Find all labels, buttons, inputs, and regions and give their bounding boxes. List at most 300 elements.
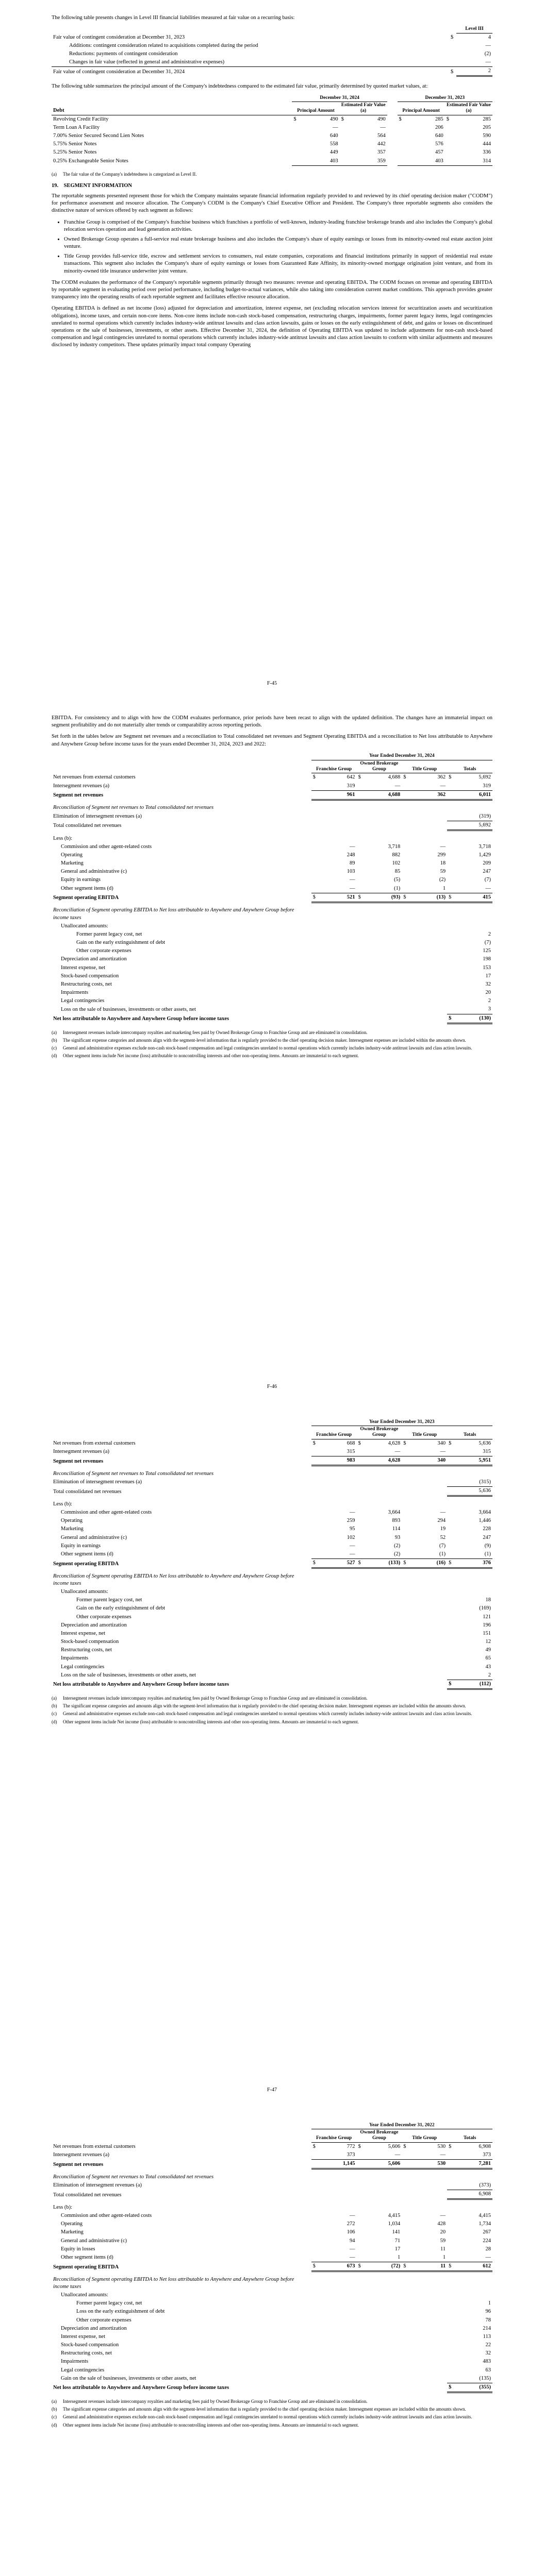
row-value: 373 — [454, 2151, 492, 2160]
spacer — [311, 939, 447, 947]
spacer — [311, 1005, 447, 1014]
unallocated-heading — [52, 2291, 492, 2299]
row-currency — [311, 851, 318, 859]
unallocated-row — [52, 1604, 492, 1613]
elimination-row — [52, 2181, 492, 2190]
row-currency — [447, 2190, 454, 2199]
bullet-franchise: • Franchise Group is comprised of the Company's franchise business which franchises a portfolio of well-known, industry-leading franchise brokerage brands and also includes the Company's global relocation services operation and lead generation activities. — [64, 219, 492, 233]
row-value — [454, 835, 492, 843]
debt-col-label: Debt — [52, 101, 292, 115]
spacer — [311, 2375, 447, 2383]
spacer — [52, 1466, 492, 1470]
debt-cell-c2 — [340, 140, 348, 148]
row-value: 22 — [485, 2342, 491, 2348]
footnote-mark: (d) — [52, 2422, 57, 2428]
row-value: 2 — [488, 998, 491, 1004]
level3-row-cur — [449, 50, 456, 58]
row-currency — [402, 2245, 408, 2253]
level3-row-label: Fair value of contingent consideration at December 31, 2023 — [53, 34, 185, 40]
row-value: 3 — [454, 1005, 492, 1014]
row-currency — [447, 1005, 454, 1014]
row-currency — [447, 2316, 454, 2325]
row-value: 65 — [485, 1655, 491, 1662]
row-currency — [311, 1550, 318, 1559]
level3-row-value: 4 — [488, 34, 491, 40]
footnote-text: Other segment items include Net income (loss) attributable to noncontrolling interests and other non-operating items. Amounts are immaterial to each segment. — [63, 1719, 359, 1724]
debt-row-label: Term Loan A Facility — [53, 124, 100, 130]
blank-row — [52, 2272, 492, 2276]
col-principal-2024: Principal Amount — [292, 101, 339, 115]
spacer — [311, 989, 447, 997]
row-currency — [311, 2228, 318, 2236]
row-value: 12 — [485, 1639, 491, 1645]
bullet-owned: • Owned Brokerage Group operates a full-service real estate brokerage business and also includes the Company's share of equity earnings or losses from its minority-owned real estate auction joint venture. — [64, 236, 492, 250]
total-revenues-row — [52, 1487, 492, 1496]
debt-row-label: 5.75% Senior Notes — [53, 141, 97, 147]
column-header-owned: Owned Brokerage Group — [356, 760, 402, 773]
row-currency — [356, 1448, 363, 1456]
page-number: F-45 — [267, 680, 277, 686]
tables-intro: Set forth in the tables below are Segment net revenues and a reconciliation to Total consolidated net revenues and Segment Operating EBITDA and a reconciliation to Net loss attributable to Anywhere and Anywhere Group before income taxes for the years ended December 31, 2024, 2023 and 2022: — [52, 734, 492, 747]
footnote — [52, 1045, 492, 1051]
row-value: 78 — [485, 2317, 491, 2323]
segment-table-2024 — [52, 752, 492, 1059]
intersegment-row — [52, 782, 492, 791]
spacer — [311, 1646, 447, 1654]
row-currency — [447, 2212, 454, 2220]
footnote-text: Intersegment revenues include intercompany royalties and marketing fees paid by Owned Brokerage Group to Franchise Group and are eliminated in consolidation. — [63, 1029, 368, 1035]
row-value: 4,628 — [388, 1440, 401, 1446]
debt-cell-f24: — — [380, 124, 386, 130]
row-label: Commission and other agent-related costs — [61, 1509, 152, 1515]
row-value — [454, 1500, 492, 1509]
row-currency: $ — [311, 1559, 318, 1568]
row-currency: $ — [449, 774, 452, 781]
row-label: Segment net revenues — [53, 1458, 104, 1464]
row-value: 1,145 — [318, 2160, 356, 2169]
spacer — [52, 2129, 311, 2143]
segment-para-1: The reportable segments presented represent those for which the Company maintains separate financial information regularly provided to and reviewed by its chief operating decision maker ("CODM") for performance assessment and resource allocation. The Company's CODM is the Company's Chief Executive Officer and President. The Company's three reportable segments also considers the distinctive nature of services offered by each segment as follows: — [52, 193, 492, 214]
footnote — [52, 2422, 492, 2428]
row-label: Loss on the sale of businesses, investments or other assets, net — [61, 1672, 196, 1679]
row-value: 299 — [437, 852, 446, 858]
spacer — [311, 2341, 447, 2349]
row-value: 5,636 — [479, 1440, 491, 1446]
spacer — [311, 2325, 447, 2333]
row-currency — [447, 2181, 454, 2190]
row-currency — [311, 1517, 318, 1525]
row-value: 4,415 — [479, 2212, 491, 2218]
unallocated-row — [52, 1613, 492, 1621]
row-currency — [311, 2237, 318, 2245]
row-currency — [447, 2253, 454, 2262]
row-value: 1 — [364, 2253, 402, 2262]
column-header-franchise: Franchise Group — [311, 1426, 357, 1439]
row-currency — [356, 2212, 363, 2220]
footnote — [52, 2398, 492, 2404]
row-value: (2) — [439, 877, 446, 883]
row-label: Other segment items (d) — [61, 2255, 113, 2261]
row-value: — — [409, 1448, 447, 1456]
row-label: Impairments — [61, 2359, 89, 2365]
debt-cell-p23: 403 — [405, 157, 444, 166]
row-value: 2 — [454, 1671, 492, 1680]
row-currency — [447, 1671, 454, 1680]
row-currency — [447, 906, 454, 922]
row-label: Net loss attributable to Anywhere and Anywhere Group before income taxes — [53, 2385, 229, 2391]
row-value: 96 — [485, 2309, 491, 2315]
row-currency — [447, 2220, 454, 2228]
row-currency — [356, 1509, 363, 1517]
footnote — [52, 1695, 492, 1701]
row-currency — [402, 859, 408, 868]
row-currency — [447, 2228, 454, 2236]
row-currency — [311, 868, 318, 876]
row-value — [454, 1470, 492, 1478]
debt-cell-c4 — [445, 157, 453, 166]
row-value: (130) — [454, 1014, 492, 1023]
debt-cell-p23: 457 — [435, 149, 443, 156]
segment-ebitda-row — [52, 2262, 492, 2272]
unallocated-row — [52, 947, 492, 955]
row-value — [454, 804, 492, 812]
row-value: 772 — [347, 2143, 355, 2149]
row-label: Stock-based compensation — [61, 973, 119, 979]
row-value: 63 — [485, 2367, 491, 2373]
total-revenues-row — [52, 821, 492, 830]
section-title: SEGMENT INFORMATION — [63, 182, 132, 189]
level3-intro: The following table presents changes in Level III financial liabilities measured at fair value on a recurring basis: — [52, 15, 295, 21]
row-currency — [447, 2349, 454, 2358]
debt-row-label: 5.25% Senior Notes — [53, 149, 97, 156]
row-currency — [447, 2325, 454, 2333]
row-currency — [311, 1534, 318, 1542]
debt-cell-f24: 357 — [377, 149, 386, 156]
row-value: 18 — [440, 860, 446, 867]
spacer — [311, 1621, 447, 1630]
debt-row-label: 0.25% Exchangeable Senior Notes — [53, 158, 128, 164]
row-currency — [447, 2151, 454, 2160]
row-label: Legal contingencies — [61, 998, 105, 1004]
spacer — [311, 1500, 447, 1509]
row-currency — [356, 2245, 363, 2253]
column-header-totals: Totals — [447, 2129, 492, 2143]
row-value: 20 — [485, 990, 491, 996]
row-value: (9) — [484, 1543, 491, 1549]
unallocated-row — [52, 2333, 492, 2341]
unallocated-row — [52, 1671, 492, 1680]
bullet-title: • Title Group provides full-service title, escrow and settlement services to consumers, real estate companies, corporations and financial institutions primarily in support of residential real estate transactions. This segment also includes the Company's share of equity earnings or losses from Guaranteed Rate Affinity, its minority-owned mortgage origination joint venture, and from its minority-owned title insurance underwriter joint venture. — [64, 253, 492, 275]
row-value: 20 — [440, 2229, 446, 2235]
footnote-mark: (b) — [52, 1037, 57, 1043]
spacer — [52, 2199, 492, 2204]
row-value: 1,429 — [479, 852, 491, 858]
row-label: Intersegment revenues (a) — [53, 1449, 110, 1455]
unallocated-row — [52, 2299, 492, 2308]
page-f45 — [0, 0, 544, 703]
row-label: Equity in earnings — [61, 877, 101, 883]
spacer — [311, 930, 447, 939]
debt-row — [52, 148, 492, 157]
spacer — [311, 906, 447, 922]
row-value: 6,011 — [454, 790, 492, 800]
unallocated-row — [52, 972, 492, 980]
row-label: Less (b): — [53, 835, 73, 841]
row-label: Loss on the sale of businesses, investments or other assets, net — [61, 1006, 196, 1012]
row-currency — [447, 1613, 454, 1621]
debt-cell-p24: 640 — [329, 133, 338, 139]
column-header-title: Title Group — [402, 760, 447, 773]
row-value: 59 — [440, 869, 446, 875]
footnote-text: Other segment items include Net income (loss) attributable to noncontrolling interests and other non-operating items. Amounts are immaterial to each segment. — [63, 2422, 359, 2428]
footnote — [52, 2414, 492, 2420]
row-currency — [447, 851, 454, 859]
unallocated-row — [52, 2349, 492, 2358]
row-currency — [402, 2220, 408, 2228]
row-label: Gain on the sale of businesses, investments or other assets, net — [61, 2376, 196, 2382]
debt-cell-c4 — [445, 124, 453, 132]
row-currency: $ — [403, 2143, 406, 2149]
row-currency: $ — [447, 2262, 454, 2272]
row-value: 428 — [437, 2221, 446, 2227]
row-currency — [447, 2160, 454, 2169]
col-fair-2023: Estimated Fair Value (a) — [445, 101, 492, 115]
row-currency: $ — [402, 2262, 408, 2272]
footnote — [52, 1703, 492, 1709]
spacer — [311, 1470, 447, 1478]
row-label: Other corporate expenses — [76, 1614, 131, 1620]
elimination-row — [52, 812, 492, 821]
row-currency: $ — [449, 2143, 452, 2149]
unallocated-row — [52, 1654, 492, 1663]
row-currency — [447, 859, 454, 868]
spacer — [311, 1588, 447, 1596]
row-value: 18 — [485, 1597, 491, 1603]
debt-cell-c1 — [292, 148, 300, 157]
row-currency — [402, 1517, 408, 1525]
row-currency — [402, 1456, 408, 1466]
debt-cell-f23: 285 — [483, 116, 491, 122]
spacer — [311, 1630, 447, 1638]
row-label: Net revenues from external customers — [53, 1440, 136, 1446]
debt-footnote-text: The fair value of the Company's indebtedness is categorized as Level II. — [63, 171, 197, 177]
row-currency — [402, 782, 408, 791]
row-currency — [447, 843, 454, 851]
row-label: Impairments — [61, 1655, 89, 1662]
segment-ebitda-row — [52, 893, 492, 902]
footnote — [52, 2406, 492, 2412]
unallocated-row — [52, 989, 492, 997]
unallocated-row — [52, 1621, 492, 1630]
column-header-title: Title Group — [402, 2129, 447, 2143]
row-label: Gain on the early extinguishment of debt — [76, 940, 166, 946]
row-currency — [356, 1542, 363, 1550]
footnote-text: General and administrative expenses exclude non-cash stock-based compensation and legal contingencies unrelated to normal operations which currently includes industry-wide antitrust lawsuits and class action lawsuits. — [63, 1711, 472, 1717]
row-value: 1 — [409, 2253, 447, 2262]
debt-cell-f24: 359 — [348, 157, 387, 166]
row-value: 530 — [409, 2160, 447, 2169]
debt-row — [52, 157, 492, 166]
row-value: 247 — [483, 869, 491, 875]
spacer — [52, 752, 311, 760]
level3-table — [52, 26, 492, 77]
unallocated-heading — [52, 922, 492, 930]
row-label: Interest expense, net — [61, 1630, 106, 1636]
debt-row — [52, 140, 492, 148]
row-value: 267 — [483, 2229, 491, 2235]
row-value: 103 — [347, 869, 355, 875]
footnote-mark: (c) — [52, 1711, 57, 1717]
row-currency — [402, 790, 408, 800]
row-value: 94 — [349, 2238, 355, 2244]
cost-row — [52, 885, 492, 893]
level3-row-value: — — [456, 58, 492, 67]
level3-row — [52, 58, 492, 67]
row-value: 247 — [483, 1534, 491, 1540]
row-currency: $ — [311, 893, 318, 902]
debt-row — [52, 132, 492, 140]
debt-cell-c3: $ — [399, 116, 402, 122]
spacer — [311, 947, 447, 955]
debt-cell-c4 — [445, 132, 453, 140]
row-label: Less (b): — [53, 2204, 73, 2210]
row-value: 52 — [440, 1534, 446, 1540]
row-value: 362 — [409, 790, 447, 800]
header-row — [52, 2129, 492, 2143]
section-number: 19. — [52, 182, 59, 189]
unallocated-row — [52, 1005, 492, 1014]
row-label: Net revenues from external customers — [53, 774, 136, 781]
row-label: Segment operating EBITDA — [53, 2264, 119, 2270]
row-currency — [402, 2151, 408, 2160]
footnote-text: Intersegment revenues include intercompany royalties and marketing fees paid by Owned Brokerage Group to Franchise Group and are eliminated in consolidation. — [63, 1696, 368, 1701]
row-value: 319 — [318, 782, 356, 791]
row-label: Less (b): — [53, 1501, 73, 1507]
row-value: 294 — [437, 1518, 446, 1524]
row-currency — [447, 835, 454, 843]
row-value: 362 — [437, 774, 446, 781]
spacer — [52, 1496, 492, 1500]
row-currency: $ — [356, 2262, 363, 2272]
row-currency — [402, 885, 408, 893]
row-currency — [447, 964, 454, 972]
row-currency: $ — [402, 1559, 408, 1568]
debt-cell-f23: 336 — [483, 149, 491, 156]
net-revenues-row — [52, 1439, 492, 1448]
footnote-text: The significant expense categories and amounts align with the segment-level information that is regularly provided to the chief operating decision maker. Intersegment expenses are included within the amounts shown. — [63, 2406, 466, 2412]
row-value: — — [318, 2253, 356, 2262]
row-value: (133) — [364, 1559, 402, 1568]
row-currency — [447, 2245, 454, 2253]
row-value: 673 — [318, 2262, 356, 2272]
row-value: 483 — [483, 2359, 491, 2365]
row-value: 5,692 — [479, 774, 491, 781]
debt-cell-c4 — [445, 148, 453, 157]
row-value: — — [454, 2253, 492, 2262]
row-currency — [402, 876, 408, 884]
spacer — [311, 2383, 447, 2392]
row-value: 5,606 — [364, 2160, 402, 2169]
spacer — [52, 2169, 492, 2173]
recon-rev-heading — [52, 1470, 492, 1478]
row-value: (5) — [394, 877, 401, 883]
debt-cell-f23: 444 — [483, 141, 491, 147]
debt-header-2023: December 31, 2023 — [398, 95, 492, 102]
debt-cell-f24: 442 — [377, 141, 386, 147]
debt-cell-c3 — [398, 148, 406, 157]
row-value: 248 — [347, 852, 355, 858]
row-currency: $ — [447, 2383, 454, 2392]
row-value: 49 — [485, 1647, 491, 1653]
row-label: Intersegment revenues (a) — [53, 783, 110, 789]
spacer — [311, 1572, 447, 1588]
row-value: (355) — [454, 2383, 492, 2392]
row-label: Reconciliation of Segment operating EBITDA to Net loss attributable to Anywhere and Anywhere Group before income taxes — [53, 1573, 294, 1586]
row-currency — [311, 790, 318, 800]
recon-ebitda-heading — [52, 1572, 492, 1588]
spacer — [311, 1680, 447, 1689]
net-loss-row — [52, 2383, 492, 2392]
debt-cell-p24: 490 — [329, 116, 338, 122]
footnote-mark: (b) — [52, 1703, 57, 1709]
row-currency — [356, 843, 363, 851]
row-currency — [447, 1646, 454, 1654]
row-value: — — [364, 2151, 402, 2160]
level3-total-value: 2 — [456, 67, 492, 76]
elimination-row — [52, 1478, 492, 1487]
row-label: Net revenues from external customers — [53, 2143, 136, 2149]
row-value: 95 — [349, 1526, 355, 1532]
row-value: 102 — [392, 860, 401, 867]
row-currency — [356, 1534, 363, 1542]
net-loss-row — [52, 1014, 492, 1023]
spacer — [311, 2333, 447, 2341]
debt-cell-c4: $ — [446, 116, 449, 122]
unallocated-row — [52, 2341, 492, 2349]
row-value: — — [454, 885, 492, 893]
spacer — [52, 1418, 311, 1426]
row-value: 113 — [483, 2333, 491, 2340]
debt-cell-c1 — [292, 140, 300, 148]
row-label: Interest expense, net — [61, 964, 106, 971]
row-currency — [402, 2253, 408, 2262]
row-value: 209 — [483, 860, 491, 867]
row-currency — [356, 885, 363, 893]
spacer — [52, 1568, 492, 1572]
row-currency — [447, 1500, 454, 1509]
row-currency — [311, 885, 318, 893]
row-currency — [447, 2366, 454, 2375]
footnote — [52, 1037, 492, 1043]
row-currency — [311, 1456, 318, 1466]
spacer — [52, 1426, 311, 1439]
row-currency — [447, 2276, 454, 2291]
year-title: Year Ended December 31, 2022 — [311, 2121, 492, 2129]
row-value: (93) — [364, 893, 402, 902]
row-currency — [402, 1509, 408, 1517]
footnote-text: General and administrative expenses exclude non-cash stock-based compensation and legal contingencies unrelated to normal operations which currently includes industry-wide antitrust lawsuits and class action lawsuits. — [63, 2414, 472, 2420]
row-value — [454, 2173, 492, 2181]
level3-row-value: — — [485, 42, 491, 48]
row-label: Total consolidated net revenues — [53, 823, 122, 829]
unallocated-row — [52, 964, 492, 972]
row-currency — [447, 2358, 454, 2366]
row-value: (7) — [484, 877, 491, 883]
column-header-title: Title Group — [402, 1426, 447, 1439]
row-currency — [447, 821, 454, 830]
row-label: Elimination of intersegment revenues (a) — [53, 814, 142, 820]
row-currency — [447, 1509, 454, 1517]
